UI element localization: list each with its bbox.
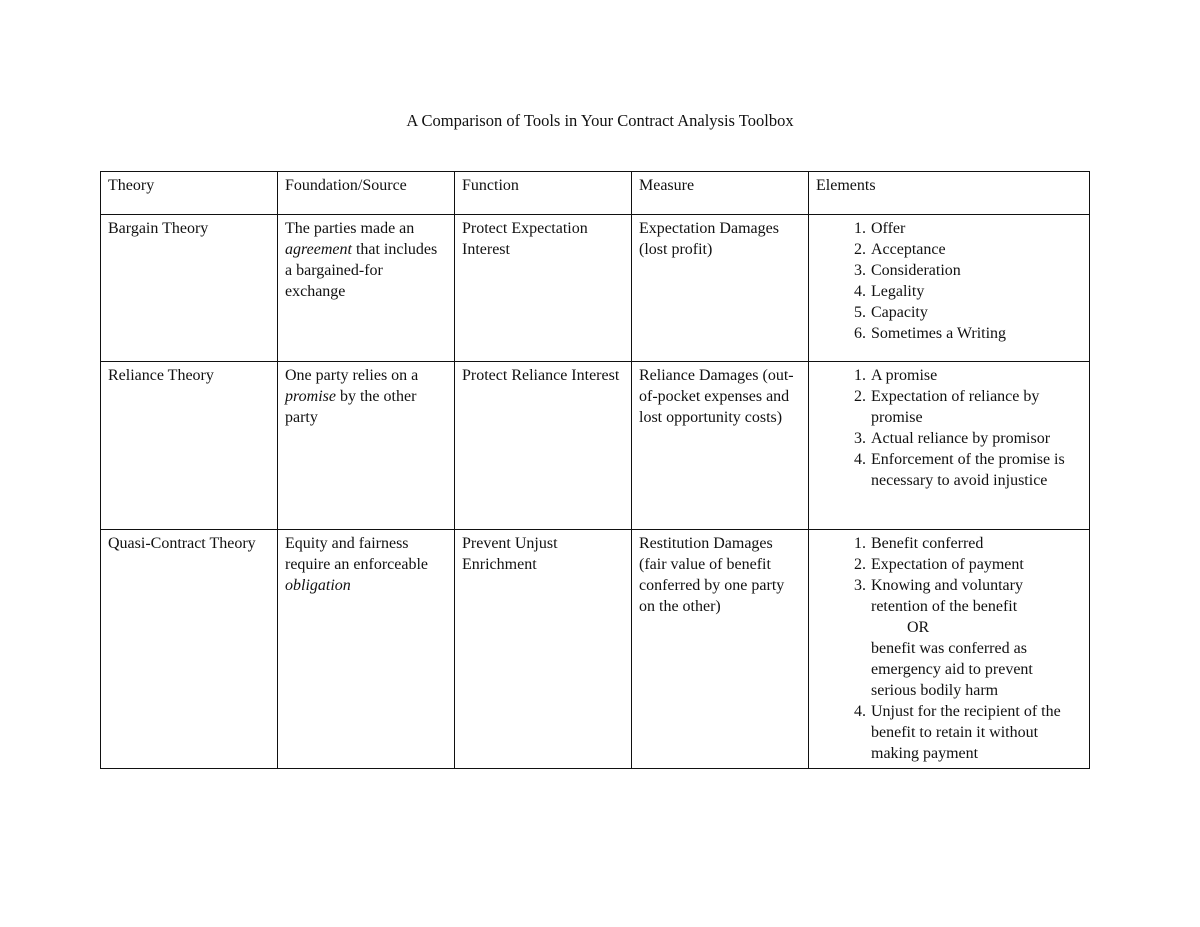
item-text: Enforcement of the promise is necessary to avoid injustice xyxy=(871,451,1065,489)
item-text: Actual reliance by promisor xyxy=(871,430,1051,447)
header-elements: Elements xyxy=(809,172,1090,215)
foundation-emphasis: agreement xyxy=(285,241,352,258)
list-item xyxy=(816,533,1082,554)
item-number: 2. xyxy=(854,556,866,573)
item-number: 1. xyxy=(854,367,866,384)
elements-cell xyxy=(809,215,1090,362)
list-item xyxy=(816,575,1082,617)
list-item xyxy=(816,701,1082,764)
elements-list xyxy=(816,218,1082,344)
foundation-text: that includes a bargained-for exchange xyxy=(285,241,438,300)
header-function: Function xyxy=(455,172,632,215)
alternative-element: benefit was conferred as emergency aid to prevent serious bodily harm xyxy=(871,640,1033,699)
item-text: Knowing and voluntary retention of the benefit xyxy=(871,577,1023,615)
comparison-table xyxy=(100,171,1090,769)
elements-cell xyxy=(809,530,1090,769)
header-measure: Measure xyxy=(632,172,809,215)
item-number: 3. xyxy=(854,262,866,279)
theory-cell: Bargain Theory xyxy=(101,215,278,362)
or-label: OR xyxy=(907,619,930,636)
item-number: 1. xyxy=(854,220,866,237)
function-cell: Protect Expectation Interest xyxy=(455,215,632,362)
foundation-emphasis: promise xyxy=(285,388,336,405)
item-text: Capacity xyxy=(871,304,928,321)
foundation-cell xyxy=(278,362,455,530)
item-text: Acceptance xyxy=(871,241,946,258)
table-row-reliance xyxy=(101,362,1090,530)
foundation-text: by the other party xyxy=(285,388,417,426)
item-number: 4. xyxy=(854,703,866,720)
elements-list xyxy=(816,533,1082,617)
item-text: Expectation of payment xyxy=(871,556,1024,573)
item-number: 4. xyxy=(854,283,866,300)
elements-list xyxy=(816,701,1082,764)
foundation-text: One party relies on a xyxy=(285,367,419,384)
measure-cell: Reliance Damages (out-of-pocket expenses and lost opportunity costs) xyxy=(632,362,809,530)
item-text: Unjust for the recipient of the benefit to retain it without making payment xyxy=(871,703,1061,762)
list-item xyxy=(816,365,1082,386)
header-foundation: Foundation/Source xyxy=(278,172,455,215)
item-text: Legality xyxy=(871,283,925,300)
item-number: 4. xyxy=(854,451,866,468)
list-item xyxy=(816,428,1082,449)
foundation-emphasis: obligation xyxy=(285,577,351,594)
item-number: 3. xyxy=(854,577,866,594)
measure-cell: Expectation Damages (lost profit) xyxy=(632,215,809,362)
list-item xyxy=(816,281,1082,302)
table-row-quasi-contract xyxy=(101,530,1090,769)
list-item xyxy=(816,302,1082,323)
item-text: Consideration xyxy=(871,262,961,279)
item-text: Offer xyxy=(871,220,906,237)
foundation-cell xyxy=(278,530,455,769)
item-number: 1. xyxy=(854,535,866,552)
foundation-text: Equity and fairness require an enforceable xyxy=(285,535,429,573)
list-item xyxy=(816,323,1082,344)
item-number: 5. xyxy=(854,304,866,321)
list-item xyxy=(816,260,1082,281)
list-item xyxy=(816,218,1082,239)
list-item xyxy=(816,239,1082,260)
item-text: Sometimes a Writing xyxy=(871,325,1007,342)
elements-cell xyxy=(809,362,1090,530)
header-theory: Theory xyxy=(101,172,278,215)
theory-cell: Quasi-Contract Theory xyxy=(101,530,278,769)
header-row xyxy=(101,172,1090,215)
elements-list xyxy=(816,365,1082,491)
table-row-bargain xyxy=(101,215,1090,362)
item-text: Benefit conferred xyxy=(871,535,984,552)
theory-cell: Reliance Theory xyxy=(101,362,278,530)
list-item xyxy=(816,449,1082,491)
item-text: A promise xyxy=(871,367,938,384)
item-text: Expectation of reliance by promise xyxy=(871,388,1040,426)
item-number: 2. xyxy=(854,388,866,405)
function-cell: Protect Reliance Interest xyxy=(455,362,632,530)
foundation-cell xyxy=(278,215,455,362)
item-number: 3. xyxy=(854,430,866,447)
measure-cell: Restitution Damages (fair value of benefit conferred by one party on the other) xyxy=(632,530,809,769)
function-cell: Prevent Unjust Enrichment xyxy=(455,530,632,769)
document-title: A Comparison of Tools in Your Contract Analysis Toolbox xyxy=(406,111,794,130)
foundation-text: The parties made an xyxy=(285,220,415,237)
list-item xyxy=(816,386,1082,428)
item-number: 6. xyxy=(854,325,866,342)
list-item xyxy=(816,554,1082,575)
item-number: 2. xyxy=(854,241,866,258)
